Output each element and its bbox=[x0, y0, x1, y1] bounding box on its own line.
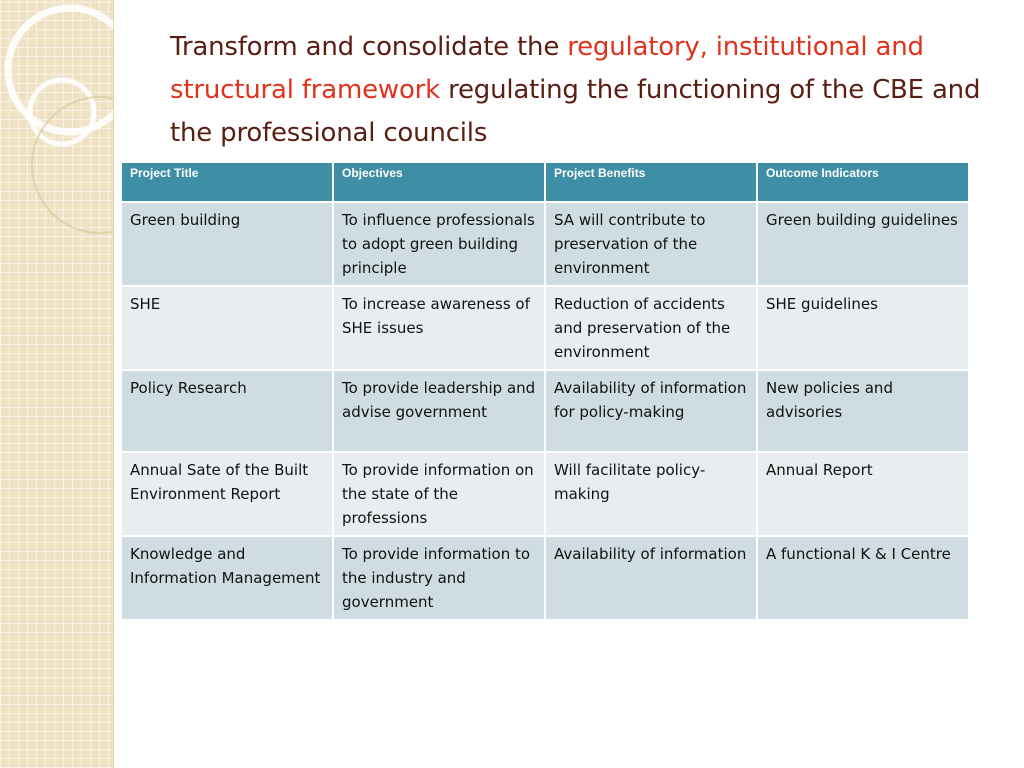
cell-outcome-indicators: A functional K & I Centre bbox=[758, 537, 968, 619]
header-project-benefits: Project Benefits bbox=[546, 163, 756, 201]
cell-project-benefits: SA will contribute to preservation of the environment bbox=[546, 203, 756, 285]
decorative-circle-large bbox=[8, 8, 113, 132]
cell-objectives: To increase awareness of SHE issues bbox=[334, 287, 544, 369]
projects-table bbox=[120, 161, 970, 621]
cell-objectives: To provide leadership and advise government bbox=[334, 371, 544, 451]
cell-objectives: To provide information to the industry and government bbox=[334, 537, 544, 619]
cell-project-title: Knowledge and Information Management bbox=[122, 537, 332, 619]
title-text-2: regulating the functioning of the CBE and the professional councils bbox=[170, 75, 981, 148]
decorative-circles bbox=[0, 0, 113, 768]
table-row bbox=[122, 287, 968, 369]
header-objectives: Objectives bbox=[334, 163, 544, 201]
decorative-circle-outline bbox=[32, 97, 113, 233]
title-text-1: Transform and consolidate the bbox=[170, 32, 568, 62]
slide-title bbox=[170, 26, 1000, 155]
table-row bbox=[122, 203, 968, 285]
cell-project-benefits: Availability of information bbox=[546, 537, 756, 619]
header-project-title: Project Title bbox=[122, 163, 332, 201]
cell-project-title: Annual Sate of the Built Environment Report bbox=[122, 453, 332, 535]
table-header-row bbox=[122, 163, 968, 201]
title-highlight: regulatory, institutional and structural framework bbox=[170, 32, 924, 105]
decorative-sidebar bbox=[0, 0, 114, 768]
cell-project-benefits: Availability of information for policy-making bbox=[546, 371, 756, 451]
cell-project-benefits: Will facilitate policy-making bbox=[546, 453, 756, 535]
cell-outcome-indicators: Annual Report bbox=[758, 453, 968, 535]
cell-project-benefits: Reduction of accidents and preservation of the environment bbox=[546, 287, 756, 369]
table-row bbox=[122, 537, 968, 619]
header-outcome-indicators: Outcome Indicators bbox=[758, 163, 968, 201]
cell-outcome-indicators: Green building guidelines bbox=[758, 203, 968, 285]
cell-outcome-indicators: New policies and advisories bbox=[758, 371, 968, 451]
cell-project-title: Green building bbox=[122, 203, 332, 285]
cell-project-title: SHE bbox=[122, 287, 332, 369]
table-row bbox=[122, 453, 968, 535]
table-row bbox=[122, 371, 968, 451]
cell-project-title: Policy Research bbox=[122, 371, 332, 451]
cell-objectives: To influence professionals to adopt green building principle bbox=[334, 203, 544, 285]
cell-outcome-indicators: SHE guidelines bbox=[758, 287, 968, 369]
cell-objectives: To provide information on the state of the professions bbox=[334, 453, 544, 535]
